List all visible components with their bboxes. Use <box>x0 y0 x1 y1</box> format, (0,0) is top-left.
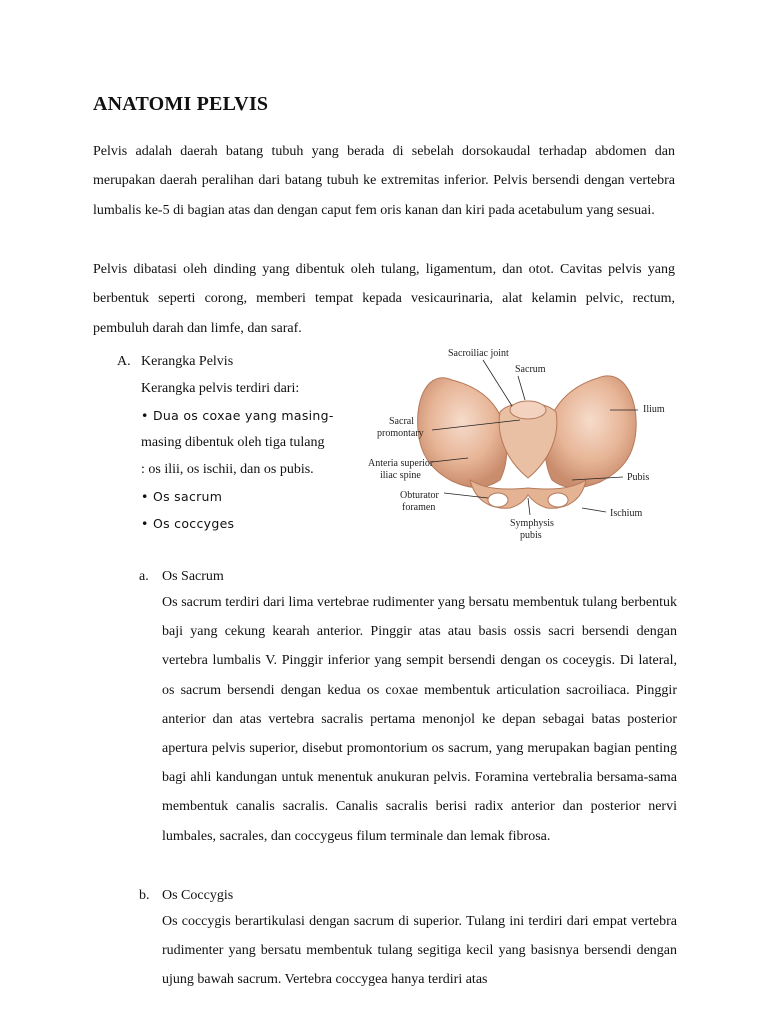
section-label: A. <box>117 354 131 369</box>
subsection-text: Os sacrum terdiri dari lima vertebrae rudimenter yang bersatu membentuk tulang berbentuk baji yang cekung kearah anterior. Pinggir atas atau basis ossis sacri bersendi dengan vertebra lumbalis V. Pinggir inferior yang sempit bersendi dengan os coceygis. Di lateral, os sacrum bersendi dengan kedua os coxae membentuk articulation sacroiliaca. Pinggir anterior dan atas vertebra sacralis pertama menonjol ke depan sebagai batas posterior apertura pelvis superior, disebut promontorium os sacrum, yang merupakan bagian penting bagi ahli kandungan untuk menentuk anukuran pelvis. Foramina vertebralia bersama-sama membentuk canalis sacralis. Canalis sacralis berisi radix anterior dan posterior nervi lumbales, sacrales, dan coccygeus filum terminale dan lemak fibrosa. <box>162 595 677 844</box>
pelvis-figure <box>360 340 680 550</box>
label-obturator: Obturator <box>400 490 439 501</box>
section-body <box>117 375 367 537</box>
subsection-label: a. <box>139 569 149 584</box>
subsection-heading-text: Os Sacrum <box>162 569 224 584</box>
subsection-os-sacrum <box>139 566 677 851</box>
label-pubis: Pubis <box>627 472 650 483</box>
right-ilium-shape <box>545 376 636 488</box>
label-symphysis: Symphysis <box>510 518 554 529</box>
section-kerangka-pelvis <box>117 348 367 537</box>
subsection-heading <box>139 885 677 907</box>
paragraph-boundaries: Pelvis dibatasi oleh dinding yang dibentuk oleh tulang, ligamentum, dan otot. Cavitas pelvis yang berbentuk seperti corong, memberi tempat kepada vesicaurinaria, alat kelamin pelvic, rectum, pembuluh darah dan limfe, dan saraf. <box>93 262 675 336</box>
paragraph-intro: Pelvis adalah daerah batang tubuh yang berada di sebelah dorsokaudal terhadap abdomen dan merupakan daerah peralihan dari batang tubuh ke extremitas inferior. Pelvis bersendi dengan vertebra lumbalis ke-5 di bagian atas dan dengan caput fem oris kanan dan kiri pada acetabulum yang sesuai. <box>93 144 675 218</box>
label-sacrum: Sacrum <box>515 364 546 375</box>
right-obturator-shape <box>548 493 568 507</box>
subsection-label: b. <box>139 888 150 903</box>
label-anteria-superior: Anteria superior <box>368 458 434 469</box>
bullet-os-coxae: • Dua os coxae yang masing- <box>141 408 334 423</box>
section-heading <box>117 348 367 375</box>
label-sacral: Sacral <box>389 416 414 427</box>
subsection-os-coccygis <box>139 885 677 995</box>
subsection-text: Os coccygis berartikulasi dengan sacrum di superior. Tulang ini terdiri dari empat vertebra rudimenter yang bersatu membentuk tulang segitiga kecil yang basisnya bersendi dengan ujung bawah sacrum. Vertebra coccygea hanya terdiri atas <box>162 914 677 988</box>
bullet-os-coxae-cont2: : os ilii, os ischii, dan os pubis. <box>141 462 314 477</box>
pelvis-illustration <box>360 340 680 550</box>
label-ilium: Ilium <box>643 404 665 415</box>
label-iliac-spine: iliac spine <box>380 470 421 481</box>
left-ilium-shape <box>418 378 507 488</box>
page-title: ANATOMI PELVIS <box>93 93 269 115</box>
bullet-os-coxae-cont: masing dibentuk oleh tiga tulang <box>141 435 325 450</box>
bullet-os-coccyges: • Os coccyges <box>141 516 235 531</box>
label-promontary: promontary <box>377 428 424 439</box>
section-intro: Kerangka pelvis terdiri dari: <box>141 381 300 396</box>
bullet-os-sacrum: • Os sacrum <box>141 489 223 504</box>
label-ischium: Ischium <box>610 508 643 519</box>
subsection-heading-text: Os Coccygis <box>162 888 234 903</box>
label-sacroiliac-joint: Sacroiliac joint <box>448 348 509 359</box>
label-foramen: foramen <box>402 502 436 513</box>
vertebra-shape <box>510 401 546 419</box>
label-symphysis-pubis: pubis <box>520 530 542 541</box>
section-heading-text: Kerangka Pelvis <box>141 354 234 369</box>
subsection-heading <box>139 566 677 588</box>
left-obturator-shape <box>488 493 508 507</box>
